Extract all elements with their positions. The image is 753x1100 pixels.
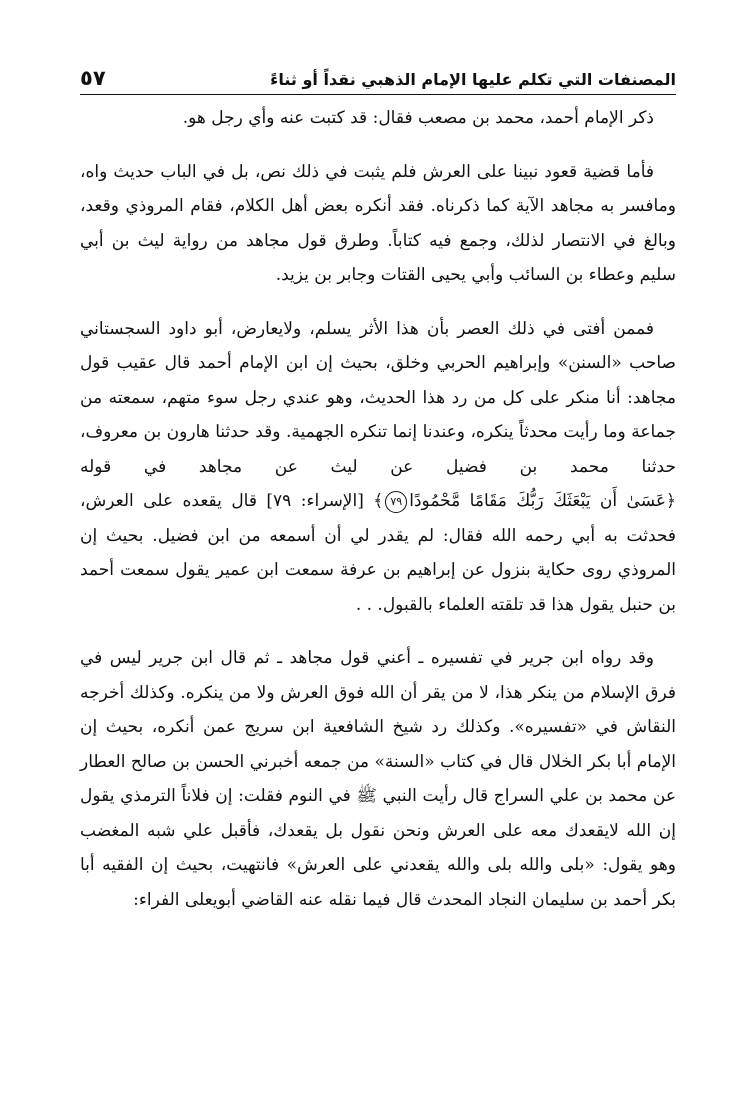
- paragraph-3: [80, 312, 676, 623]
- paragraph-3-text-before: فممن أفتى في ذلك العصر بأن هذا الأثر يسلم، ولايعارض، أبو داود السجستاني صاحب «السنن» وإبراهيم الحربي وخلق، بحيث إن ابن الإمام أحمد قال عقيب قول مجاهد: أنا منكر على كل من رد هذا الحديث، وهو عندي رجل سوء متهم، سمعته من جماعة وما رأيت محدثاً ينكره، وعندنا إنما تنكره الجهمية. وقد حدثنا هارون بن معروف، حدثنا محمد بن فضيل عن ليث عن مجاهد في قوله: [80, 318, 676, 477]
- header-rule: [80, 94, 676, 95]
- paragraph-4: وقد رواه ابن جرير في تفسيره ـ أعني قول مجاهد ـ ثم قال ابن جرير ليس في فرق الإسلام من ينكر هذا، لا من يقر أن الله فوق العرش ولا من ينكره. وكذلك أخرجه النقاش في «تفسيره». وكذلك رد شيخ الشافعية ابن سريج عمن أنكره، بحيث إن الإمام أبا بكر الخلال قال في كتاب «السنة» من جمعه أخبرني الحسن بن صالح العطار عن محمد بن علي السراج قال رأيت النبي ﷺ في النوم فقلت: إن فلاناً الترمذي يقول إن الله لايقعدك معه على العرش ونحن نقول بل يقعدك، فأقبل علي شبه المغضب وهو يقول: «بلى والله بلى والله يقعدني على العرش» فانتهيت، بحيث إن الفقيه أبا بكر أحمد بن سليمان النجاد المحدث قال فيما نقله عنه القاضي أبويعلى الفراء:: [80, 648, 676, 910]
- paragraph-2: فأما قضية قعود نبينا على العرش فلم يثبت في ذلك نص، بل في الباب حديث واه، ومافسر به مجاهد الآية كما ذكرناه. فقد أنكره بعض أهل الكلام، فقام المروذي وقعد، وبالغ في الانتصار لذلك، وجمع فيه كتاباً. وطرق قول مجاهد من رواية ليث بن أبي سليم وعطاء بن السائب وأبي يحيى القتات وجابر بن يزيد.: [80, 161, 676, 285]
- page-number: ٥٧: [80, 66, 106, 90]
- quran-verse: [373, 491, 676, 511]
- quran-verse-text: ﴿عَسَىٰ أَن يَبْعَثَكَ رَبُّكَ مَقَامًا مَّحْمُودًا: [409, 491, 677, 511]
- book-page: [80, 54, 676, 917]
- running-title: المصنفات التي تكلم عليها الإمام الذهبي نقداً أو ثناءً: [270, 70, 676, 89]
- page-header: [80, 54, 676, 92]
- paragraph-3-text-after: [الإسراء: ٧٩] قال يقعده على العرش، فحدثت به أبي رحمه الله فقال: لم يقدر لي أن أسمعه من ابن فضيل. بحيث إن المروذي روى حكاية بنزول عن إبراهيم بن عرفة سمعت ابن عمير يقول سمعت أحمد بن حنبل يقول هذا قد تلقته العلماء بالقبول. . .: [80, 491, 676, 615]
- quran-verse-close: ﴾: [373, 491, 384, 511]
- paragraph-1: ذكر الإمام أحمد، محمد بن مصعب فقال: قد كتبت عنه وأي رجل هو.: [182, 108, 654, 128]
- body-text: [80, 101, 676, 917]
- ayah-number-marker: ٧٩: [385, 491, 407, 513]
